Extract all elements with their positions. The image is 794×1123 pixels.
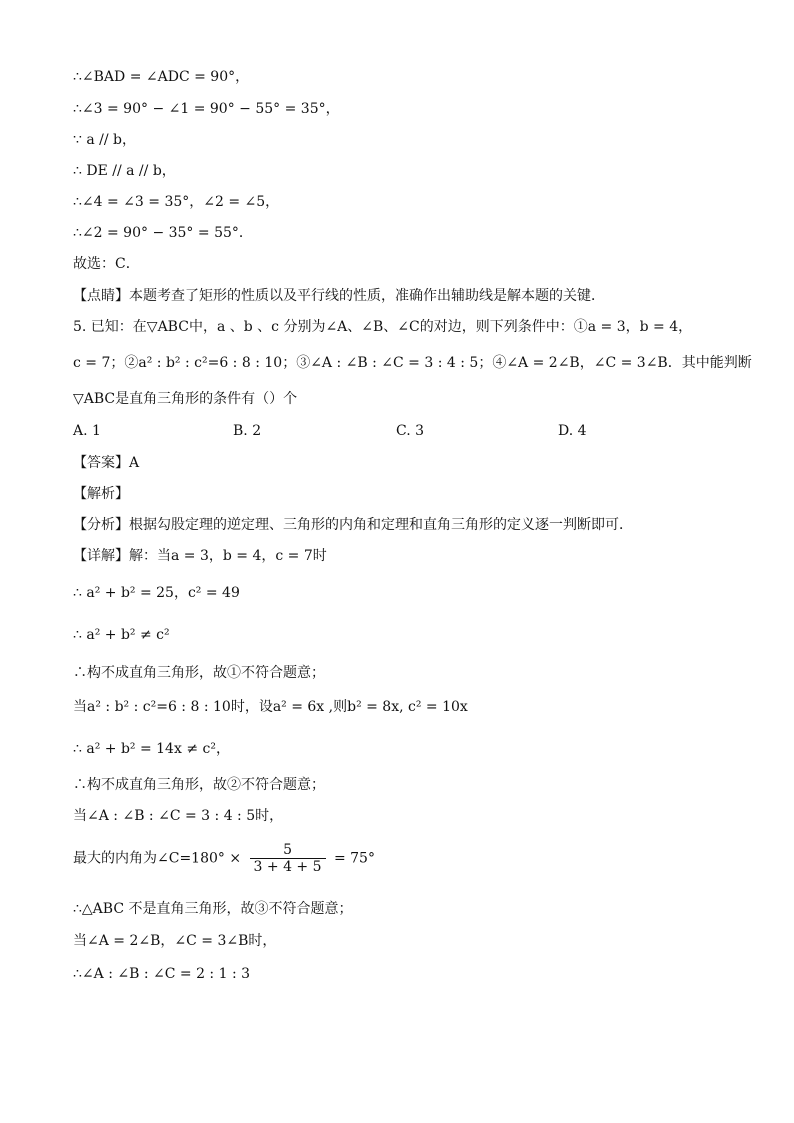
math-line: 当∠A : ∠B : ∠C = 3 : 4 : 5时，	[73, 808, 284, 824]
fraction-numerator: 5	[250, 842, 326, 859]
text-line: 故选：C．	[73, 256, 140, 272]
question-line: c = 7；②a² : b² : c²=6 : 8 : 10；③∠A : ∠B : ∠C = 3 : 4 : 5；④∠A = 2∠B，∠C = 3∠B．其中能判断	[73, 355, 752, 371]
text-line: ∴∠3 = 90° − ∠1 = 90° − 55° = 35°，	[73, 101, 340, 117]
math-line: ∴ a² + b² ≠ c²	[73, 627, 170, 643]
fraction-denominator: 3 + 4 + 5	[253, 859, 322, 875]
solution-line: 【详解】解：当a = 3，b = 4，c = 7时	[73, 548, 327, 564]
fraction	[250, 842, 326, 875]
option-a: A. 1	[73, 423, 101, 439]
math-line: ∴ a² + b² = 14x ≠ c²，	[73, 741, 230, 757]
fraction-prefix: 最大的内角为∠C=180° ×	[73, 850, 242, 867]
math-line: 当∠A = 2∠B，∠C = 3∠B时，	[73, 933, 277, 949]
answer-line: 【答案】A	[73, 455, 140, 471]
analysis-heading: 【解析】	[73, 486, 129, 502]
comment-line: 【点睛】本题考查了矩形的性质以及平行线的性质，准确作出辅助线是解本题的关键．	[73, 288, 605, 304]
question-line: 5. 已知：在▽ABC中，a 、b 、c 分别为∠A、∠B、∠C的对边，则下列条件中：①a = 3，b = 4，	[73, 319, 693, 335]
text-line: ∴△ABC 不是直角三角形，故③不符合题意；	[73, 901, 353, 917]
text-line: ∴ DE // a // b，	[73, 163, 176, 179]
option-c: C. 3	[396, 423, 425, 439]
fraction-suffix: = 75°	[333, 850, 375, 867]
question-line: ▽ABC是直角三角形的条件有（）个	[73, 391, 298, 407]
option-b: B. 2	[233, 423, 262, 439]
math-line: ∴∠A : ∠B : ∠C = 2 : 1 : 3	[73, 966, 251, 982]
text-line: ∴构不成直角三角形，故①不符合题意；	[73, 665, 325, 681]
text-line: ∴∠4 = ∠3 = 35°，∠2 = ∠5，	[73, 194, 280, 210]
math-line: ∴ a² + b² = 25，c² = 49	[73, 585, 240, 601]
text-line: ∴∠BAD = ∠ADC = 90°，	[73, 69, 250, 85]
fraction-line	[73, 842, 375, 875]
text-line: ∴∠2 = 90° − 35° = 55°．	[73, 225, 253, 241]
option-d: D. 4	[558, 423, 587, 439]
math-line: 当a² : b² : c²=6 : 8 : 10时，设a² = 6x ,则b² = 8x, c² = 10x	[73, 699, 468, 715]
text-line: ∵ a // b，	[73, 132, 136, 148]
analysis-line: 【分析】根据勾股定理的逆定理、三角形的内角和定理和直角三角形的定义逐一判断即可．	[73, 517, 633, 533]
text-line: ∴构不成直角三角形，故②不符合题意；	[73, 777, 325, 793]
